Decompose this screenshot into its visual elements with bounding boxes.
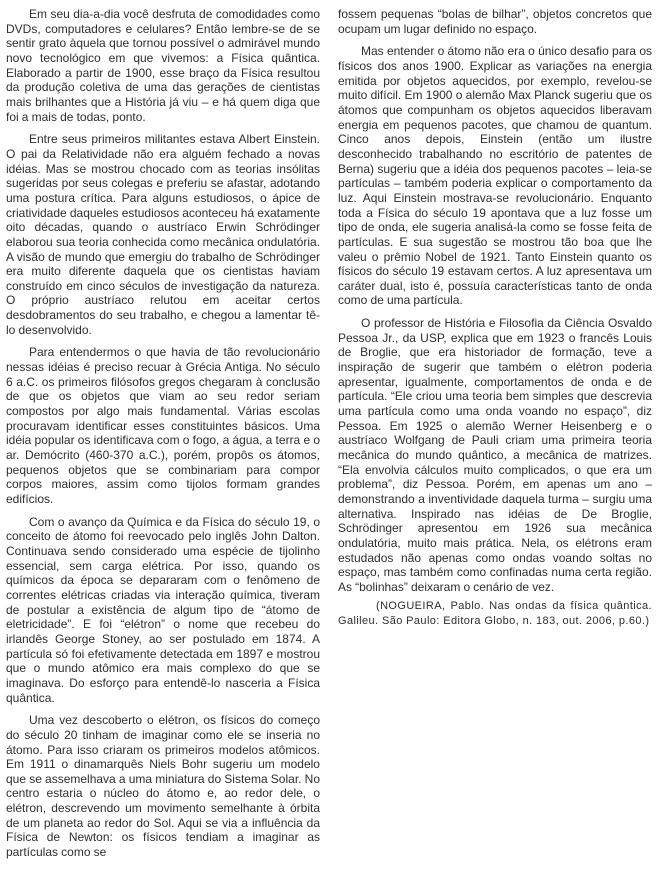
paragraph: Em seu dia-a-dia você desfruta de comodidades como DVDs, computadores e celulares? Então lembre-se de se sentir grato àquela que tornou possível o admirável mundo novo tecnológico em que vivemos: a Física quântica. Elaborado a partir de 1900, esse braço da Física resultou da produção coletiva de uma das gerações de cientistas mais brilhantes que a História já viu – e há quem diga que foi a mais de todas, ponto. — [6, 7, 320, 124]
paragraph: Para entendermos o que havia de tão revolucionário nessas idéias é preciso recuar à Grécia Antiga. No século 6 a.C. os primeiros filósofos gregos chegaram à conclusão de que os objetos que viam ao seu redor seriam compostos por algo mais fundamental. Várias escolas procuravam identificar esses constituintes básicos. Uma idéia popular os identificava com o fogo, a água, a terra e o ar. Demócrito (460-370 a.C.), porém, propôs os átomos, pequenos objetos que se combinariam para compor corpos maiores, assim como tijolos formam grandes edifícios. — [6, 345, 320, 506]
source-citation: (NOGUEIRA, Pablo. Nas ondas da física quântica. Galileu. São Paulo: Editora Globo, n. 183, out. 2006, p.60.) — [338, 599, 652, 627]
text-column-left — [6, 7, 320, 879]
text-column-right — [338, 7, 652, 879]
paragraph: Entre seus primeiros militantes estava Albert Einstein. O pai da Relatividade não era alguém fechado a novas idéias. Mas se mostrou chocado com as teorias insólitas sugeridas por seus colegas e preferiu se afastar, adotando uma postura crítica. Para alguns estudiosos, o ápice de criatividade daqueles estudiosos aconteceu há exatamente oito décadas, quando o austríaco Erwin Schrödinger elaborou sua teoria conhecida como mecânica ondulatória. A visão de mundo que emergiu do trabalho de Schrödinger era muito diferente daquela que os cientistas haviam construído em cinco séculos de investigação da natureza. O próprio austríaco relutou em aceitar certos desdobramentos do seu trabalho, e chegou a lamentar tê-lo desenvolvido. — [6, 132, 320, 337]
paragraph: O professor de História e Filosofia da Ciência Osvaldo Pessoa Jr., da USP, explica que em 1923 o francês Louis de Broglie, que era historiador de formação, teve a inspiração de sugerir que também o elétron poderia apresentar, igualmente, comportamentos de onda e de partícula. “Ele criou uma teoria bem simples que descrevia uma partícula como uma onda voando no espaço”, diz Pessoa. Em 1925 o alemão Werner Heisenberg e o austríaco Wolfgang de Pauli criam uma primeira teoria mecânica do mundo quântico, a mecânica de matrizes. “Ela envolvia cálculos muito complicados, o que era um problema”, diz Pessoa. Porém, em apenas um ano – demonstrando a inventividade daquela turma – surgiu uma alternativa. Inspirado nas idéias de De Broglie, Schrödinger apresentou em 1926 sua mecânica ondulatória, muito mais prática. Nela, os elétrons eram estudados não apenas como ondas voando soltas no espaço, mas também como confinadas numa certa região. As “bolinhas” deixaram o cenário de vez. — [338, 316, 652, 594]
paragraph-continuation: fossem pequenas “bolas de bilhar”, objetos concretos que ocupam um lugar definido no espaço. — [338, 7, 652, 36]
paragraph: Mas entender o átomo não era o único desafio para os físicos dos anos 1900. Explicar as variações na energia emitida por objetos aquecidos, por exemplo, revelou-se muito difícil. Em 1900 o alemão Max Planck sugeriu que os átomos que compunham os objetos aquecidos liberavam energia em pequenos pacotes, que chamou de quantum. Cinco anos depois, Einstein (então um ilustre desconhecido trabalhando no escritório de patentes de Berna) sugeriu que a idéia dos pequenos pacotes – leia-se partículas – também poderia explicar o comportamento da luz. Aqui Einstein mostrava-se revolucionário. Enquanto toda a Física do século 19 apontava que a luz fosse um tipo de onda, ele sugeria analisá-la como se fosse feita de partículas. E sua sugestão se mostrou tão boa que lhe valeu o prêmio Nobel de 1921. Tanto Einstein quanto os físicos do século 19 estavam certos. A luz apresentava um caráter dual, isto é, possuía características tanto de onda como de uma partícula. — [338, 44, 652, 308]
paragraph: Com o avanço da Química e da Física do século 19, o conceito de átomo foi reevocado pelo inglês John Dalton. Continuava sendo considerado uma espécie de tijolinho essencial, sem carga elétrica. Por isso, quando os químicos da época se depararam com o fenômeno de correntes elétricas criadas via interação química, tiveram de postular a existência de algum tipo de “átomo de eletricidade”. E foi “elétron” o nome que recebeu do irlandês George Stoney, ao ser postulado em 1874. A partícula só foi efetivamente detectada em 1897 e mostrou que o mundo atômico era mais complexo do que se imaginava. Do esforço para entendê-lo nasceria a Física quântica. — [6, 514, 320, 705]
paragraph: Uma vez descoberto o elétron, os físicos do começo do século 20 tinham de imaginar como ele se inseria no átomo. Para isso criaram os primeiros modelos atômicos. Em 1911 o dinamarquês Niels Bohr sugeriu um modelo que se assemelhava a uma miniatura do Sistema Solar. No centro estaria o núcleo do átomo e, ao redor dele, o elétron, descrevendo um movimento semelhante à órbita de um planeta ao redor do Sol. Aqui se via a influência da Física de Newton: os físicos tendiam a imaginar as partículas como se — [6, 713, 320, 860]
